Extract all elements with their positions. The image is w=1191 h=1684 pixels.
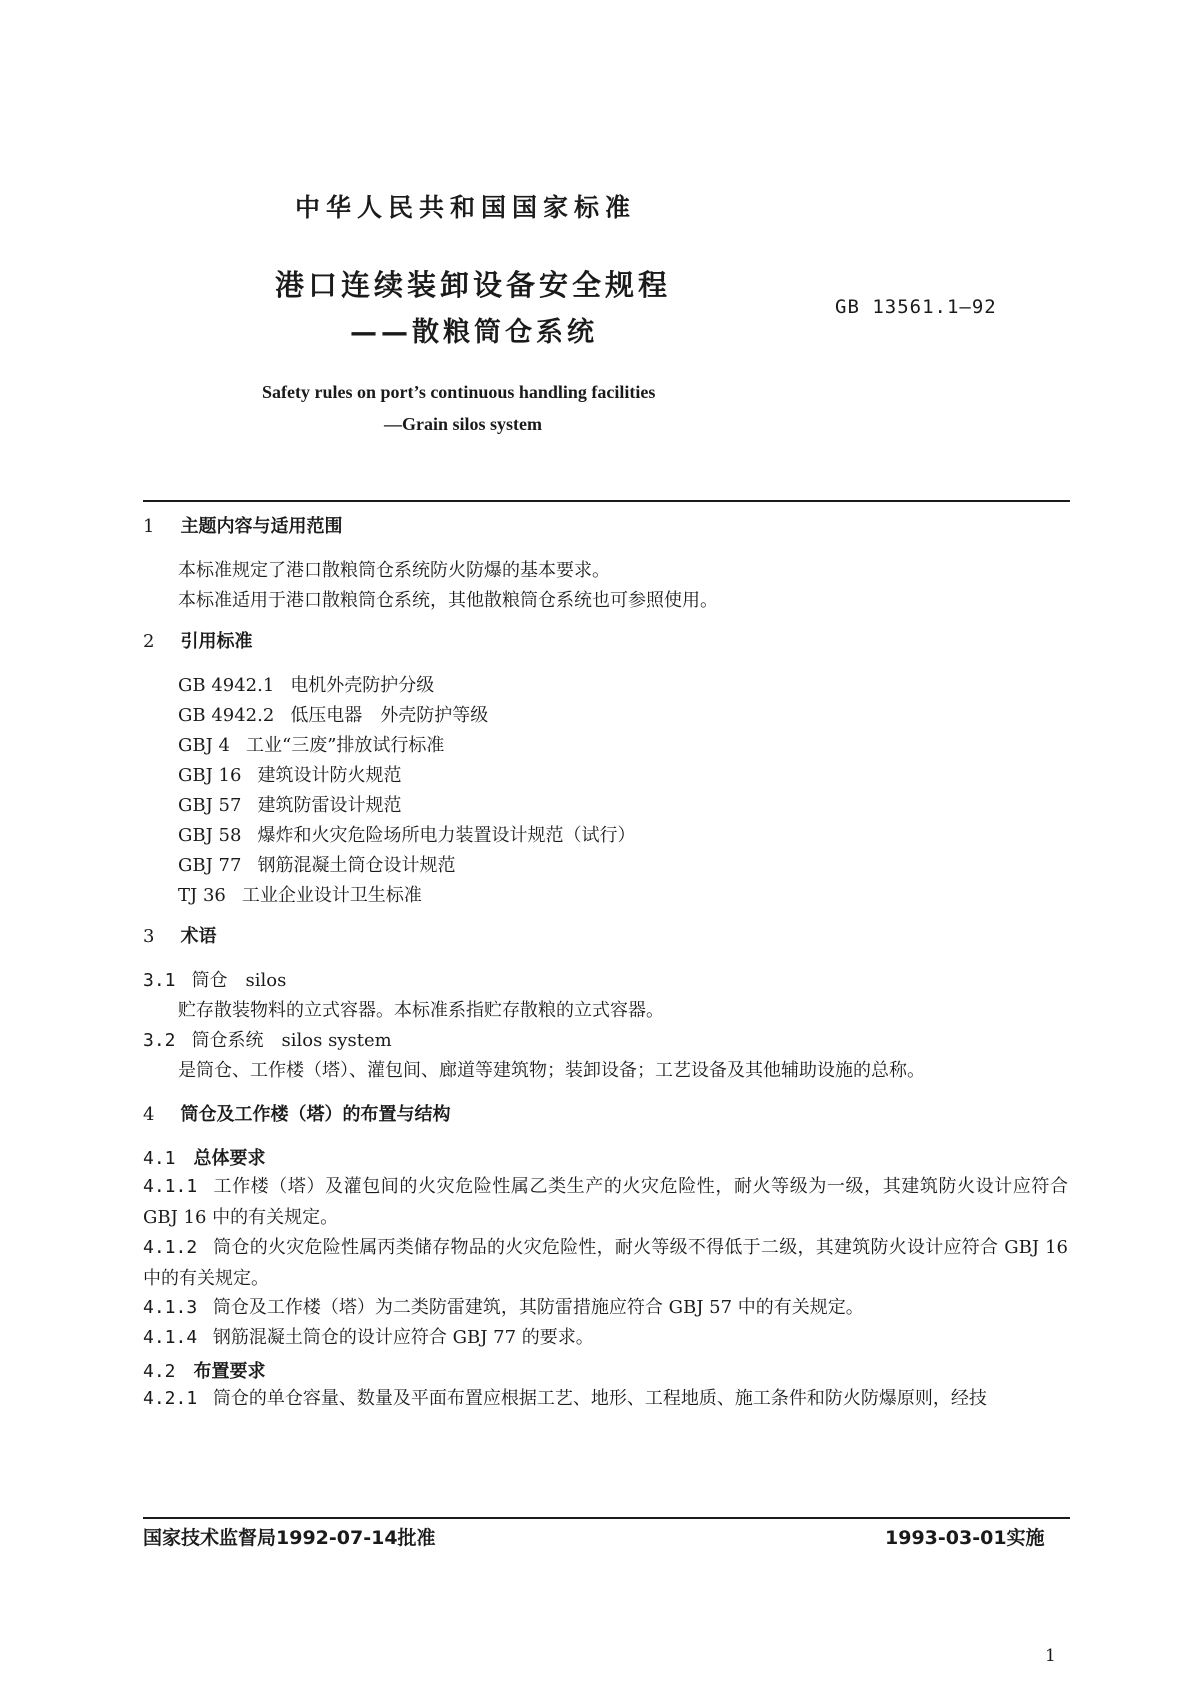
paragraph: 本标准适用于港口散粮筒仓系统，其他散粮筒仓系统也可参照使用。 (178, 590, 718, 611)
document-subtitle: ——散粮筒仓系统 (350, 317, 598, 348)
term-cn: 筒仓系统 (191, 1030, 264, 1051)
section-2-heading (143, 627, 252, 653)
subsection-4-2-heading (143, 1357, 266, 1383)
clause (143, 1292, 1068, 1323)
reference-name: 爆炸和火灾危险场所电力装置设计规范（试行） (257, 825, 636, 846)
reference-name: 电机外壳防护分级 (290, 675, 435, 696)
reference-name: 建筑设计防火规范 (257, 765, 402, 786)
section-number: 3 (143, 926, 155, 947)
subsection-4-1-heading (143, 1144, 266, 1170)
section-number: 4 (143, 1104, 155, 1125)
clause (143, 1171, 1068, 1233)
footer-divider (143, 1517, 1070, 1519)
section-number: 2 (143, 631, 155, 652)
section-title: 筒仓及工作楼（塔）的布置与结构 (180, 1104, 451, 1125)
reference-name: 工业“三废”排放试行标准 (246, 735, 445, 756)
clause (143, 1232, 1068, 1294)
reference-code: GBJ 57 (178, 795, 242, 816)
approval-date: 国家技术监督局1992-07-14批准 (143, 1527, 436, 1549)
term-en: silos (245, 970, 287, 991)
reference-item (178, 851, 455, 877)
clause (143, 1383, 1068, 1414)
reference-item (178, 821, 635, 847)
clause-text: 钢筋混凝土筒仓的设计应符合 GBJ 77 的要求。 (212, 1327, 594, 1348)
reference-code: GB 4942.1 (178, 675, 275, 696)
term-en: silos system (281, 1030, 392, 1051)
clause-text: 工作楼（塔）及灌包间的火灾危险性属乙类生产的火灾危险性，耐火等级为一级，其建筑防火设计应符合 GBJ 16 中的有关规定。 (143, 1176, 1068, 1228)
page-number: 1 (1045, 1646, 1056, 1666)
reference-name: 建筑防雷设计规范 (257, 795, 402, 816)
reference-name: 钢筋混凝土筒仓设计规范 (257, 855, 456, 876)
clause-text: 筒仓的单仓容量、数量及平面布置应根据工艺、地形、工程地质、施工条件和防火防爆原则，经技 (212, 1388, 987, 1409)
english-title-line2: —Grain silos system (384, 414, 543, 434)
implementation-date: 1993-03-01实施 (885, 1527, 1045, 1549)
reference-code: TJ 36 (178, 885, 226, 906)
section-title: 主题内容与适用范围 (180, 516, 343, 537)
term-definition: 贮存散装物料的立式容器。本标准系指贮存散粮的立式容器。 (178, 1000, 664, 1021)
term-number: 3.2 (143, 1030, 176, 1051)
section-title: 术语 (180, 926, 217, 947)
reference-code: GBJ 58 (178, 825, 242, 846)
clause-text: 筒仓及工作楼（塔）为二类防雷建筑，其防雷措施应符合 GBJ 57 中的有关规定。 (212, 1297, 864, 1318)
reference-item (178, 881, 422, 907)
term-number: 3.1 (143, 970, 176, 991)
reference-item (178, 671, 434, 697)
paragraph: 本标准规定了港口散粮筒仓系统防火防爆的基本要求。 (178, 560, 610, 581)
reference-code: GBJ 77 (178, 855, 242, 876)
reference-item (178, 761, 401, 787)
subsection-title: 总体要求 (193, 1148, 266, 1169)
section-title: 引用标准 (180, 631, 253, 652)
header-divider (143, 500, 1070, 502)
term-entry (143, 966, 286, 992)
reference-code: GBJ 4 (178, 735, 230, 756)
clause-text: 筒仓的火灾危险性属丙类储存物品的火灾危险性，耐火等级不得低于二级，其建筑防火设计应符合 GBJ 16 中的有关规定。 (143, 1237, 1068, 1289)
subsection-title: 布置要求 (193, 1361, 266, 1382)
subsection-number: 4.1 (143, 1148, 176, 1169)
reference-item (178, 731, 444, 757)
reference-code: GB 4942.2 (178, 705, 275, 726)
reference-name: 低压电器 外壳防护等级 (290, 705, 489, 726)
section-4-heading (143, 1100, 450, 1126)
reference-code: GBJ 16 (178, 765, 242, 786)
document-title: 港口连续装卸设备安全规程 (275, 268, 672, 302)
clause-number: 4.1.2 (143, 1237, 198, 1258)
subsection-number: 4.2 (143, 1361, 176, 1382)
term-definition: 是筒仓、工作楼（塔）、灌包间、廊道等建筑物；装卸设备；工艺设备及其他辅助设施的总称。 (178, 1060, 925, 1081)
term-cn: 筒仓 (191, 970, 228, 991)
national-standard-heading: 中华人民共和国国家标准 (295, 193, 637, 222)
clause-number: 4.1.3 (143, 1297, 198, 1318)
clause-number: 4.1.4 (143, 1327, 198, 1348)
term-entry (143, 1026, 392, 1052)
reference-name: 工业企业设计卫生标准 (241, 885, 422, 906)
section-1-heading (143, 512, 342, 538)
section-3-heading (143, 922, 216, 948)
english-title-line1: Safety rules on port’s continuous handling facilities (262, 382, 656, 402)
reference-item (178, 701, 488, 727)
standard-number: GB 13561.1—92 (835, 296, 997, 318)
clause (143, 1322, 1068, 1353)
clause-number: 4.2.1 (143, 1388, 198, 1409)
reference-item (178, 791, 401, 817)
clause-number: 4.1.1 (143, 1176, 198, 1197)
section-number: 1 (143, 516, 155, 537)
